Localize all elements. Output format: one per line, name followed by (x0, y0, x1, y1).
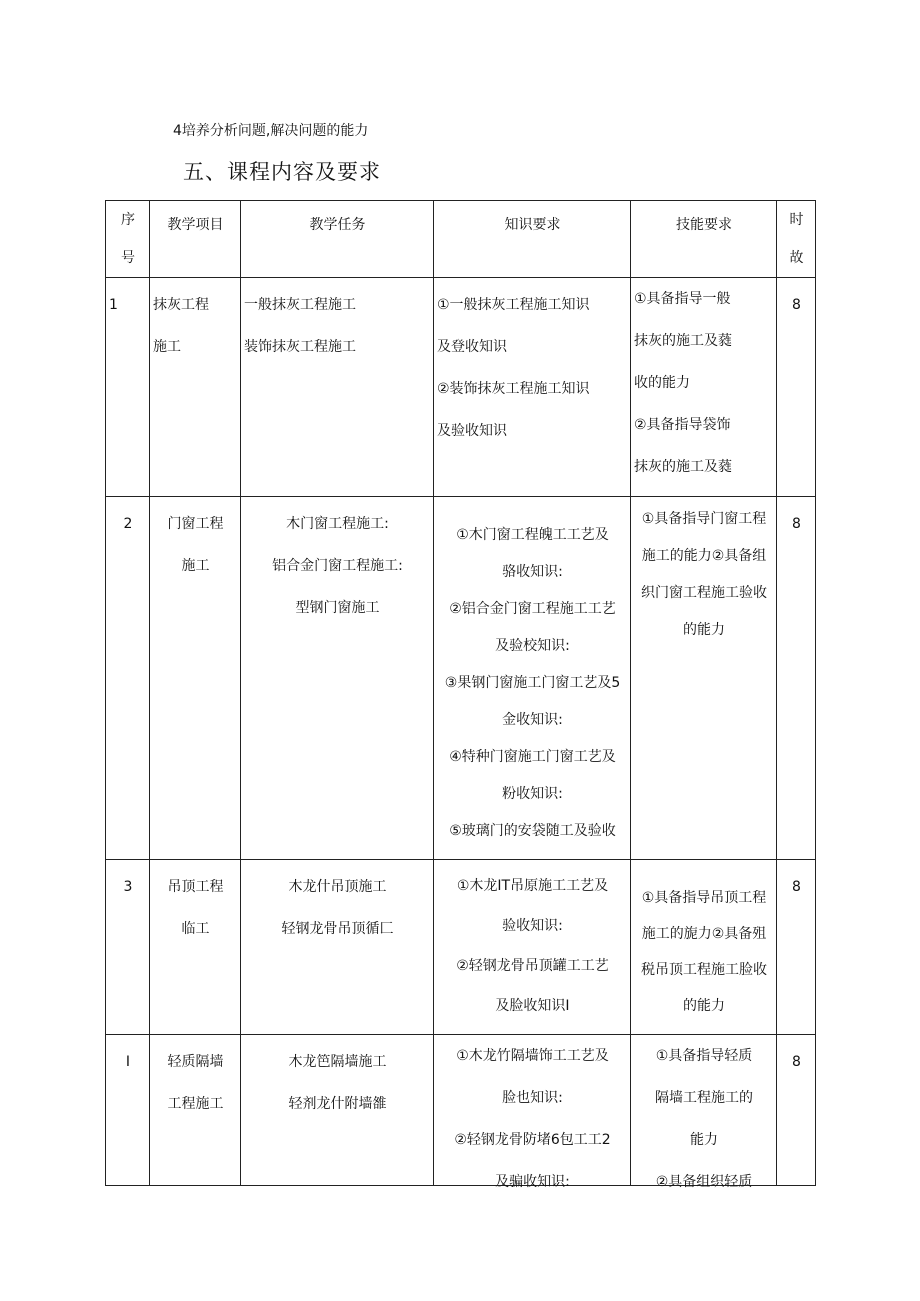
task-line: 装饰抹灰工程施工 (244, 339, 356, 355)
row-hours: 8 (792, 879, 801, 895)
header-project (150, 201, 241, 278)
skill-line: 收的能力 (634, 375, 690, 391)
intro-line: 4培养分析问题,解决问题的能力 (173, 123, 369, 139)
project-line: 抹灰工程 (153, 297, 209, 313)
header-knowledge (434, 201, 631, 278)
skill-line: 抹灰的施工及蕤 (634, 459, 732, 475)
cell-project (150, 497, 241, 860)
project-line: 吊顶工程 (167, 879, 224, 895)
cell-task (241, 860, 434, 1035)
cell-knowledge (434, 860, 631, 1035)
task-line: 轻钢龙骨吊顶循匚 (281, 921, 394, 937)
knowledge-line: 脸也知识: (502, 1090, 563, 1106)
knowledge-line: 及验收知识 (437, 423, 507, 439)
task-line: 铝合金门窗工程施工: (272, 558, 403, 574)
cell-project (150, 1035, 241, 1186)
task-line: 木门窗工程施工: (286, 516, 389, 532)
knowledge-line: 及脸收知识I (495, 998, 570, 1014)
header-hours-line: 故 (789, 250, 804, 266)
knowledge-line: 及登收知识 (437, 339, 507, 355)
skill-line: 隔墙工程施工的 (655, 1090, 753, 1106)
table-row (106, 1035, 816, 1186)
cell-hours (777, 1035, 816, 1186)
skill-line: ①具备指导轻质 (655, 1048, 753, 1064)
cell-task (241, 1035, 434, 1186)
cell-skill (631, 1035, 777, 1190)
knowledge-line: 金收知识: (502, 712, 563, 728)
task-line: 型钢门窗施工 (295, 600, 380, 616)
task-line: 木龙笆隔墙施工 (288, 1054, 387, 1070)
cell-hours (777, 278, 816, 497)
header-skill-label: 技能要求 (676, 217, 732, 233)
cell-skill (631, 497, 777, 860)
cell-no (106, 497, 150, 860)
row-no: 2 (123, 516, 133, 532)
knowledge-line: ②轻钢龙骨防堵6包工工2 (454, 1132, 611, 1148)
knowledge-line: ①一般抹灰工程施工知识 (437, 297, 590, 313)
cell-task (241, 497, 434, 860)
knowledge-line: ①木龙竹隔墙饰工工艺及 (456, 1048, 609, 1064)
table-row (106, 860, 816, 1035)
skill-line: 的能力 (683, 622, 725, 638)
skill-line: ①具备指导门窗工程 (641, 511, 767, 527)
row-hours: 8 (792, 297, 801, 313)
row-hours: 8 (792, 516, 801, 532)
knowledge-line: ①木龙IT吊原施工工艺及 (456, 878, 609, 894)
cell-hours (777, 860, 816, 1035)
skill-line: ②具备组织轻质 (655, 1174, 753, 1190)
header-task (241, 201, 434, 278)
cell-skill (631, 860, 777, 1035)
skill-line: 施工的旎力②具备殂 (641, 926, 767, 942)
table-row (106, 278, 816, 497)
course-content-table (105, 200, 816, 1190)
cell-skill (631, 278, 777, 497)
row-no: 1 (109, 297, 118, 313)
header-hours (777, 201, 816, 278)
skill-line: 税吊顶工程施工脸收 (641, 962, 767, 978)
cell-project (150, 860, 241, 1035)
header-no-line: 号 (121, 250, 135, 266)
header-hours-line: 时 (789, 212, 804, 228)
cell-hours (777, 497, 816, 860)
header-skill (631, 201, 777, 278)
header-row (106, 201, 816, 278)
knowledge-line: 及验校知识: (495, 638, 570, 654)
knowledge-line: ②轻钢龙骨吊顶罐工工艺 (456, 958, 609, 974)
skill-line: ①具备指导一般 (634, 291, 731, 307)
project-line: 临工 (181, 921, 210, 937)
knowledge-line: 及骗收知识: (495, 1174, 570, 1190)
project-line: 施工 (181, 558, 210, 574)
header-project-label: 教学项目 (167, 217, 224, 233)
task-line: 一般抹灰工程施工 (244, 297, 356, 313)
skill-line: 织门窗工程施工验收 (641, 585, 767, 601)
knowledge-line: ④特种门窗施工门窗工艺及 (449, 749, 616, 765)
knowledge-line: ⑤玻璃门的安袋随工及验收 (449, 823, 616, 839)
cell-knowledge (434, 497, 631, 860)
cell-no (106, 278, 150, 497)
knowledge-line: ②装饰抹灰工程施工知识 (437, 381, 590, 397)
skill-line: 施工的能力②具备组 (641, 548, 767, 564)
header-no (106, 201, 150, 278)
task-line: 轻剂龙什附墙雒 (288, 1096, 387, 1112)
skill-line: ①具备指导吊顶工程 (641, 890, 767, 906)
task-line: 木龙什吊顶施工 (288, 879, 387, 895)
skill-line: 能力 (690, 1132, 718, 1148)
row-no: 3 (123, 879, 133, 895)
knowledge-line: 验收知识: (502, 918, 563, 934)
knowledge-line: ①木门窗工程魄工工艺及 (456, 527, 609, 543)
skill-line: ②具备指导袋饰 (634, 417, 731, 433)
table-row (106, 497, 816, 860)
cell-knowledge (434, 278, 631, 497)
cell-task (241, 278, 434, 497)
row-no: I (125, 1054, 131, 1070)
section-heading: 五、课程内容及要求 (183, 160, 381, 184)
header-no-line: 序 (121, 212, 135, 228)
project-line: 施工 (153, 339, 181, 355)
row-hours: 8 (792, 1054, 801, 1070)
project-line: 门窗工程 (167, 516, 224, 532)
knowledge-line: 骆收知识: (502, 564, 563, 580)
header-knowledge-label: 知识要求 (504, 217, 561, 233)
knowledge-line: 粉收知识: (502, 786, 563, 802)
cell-no (106, 1035, 150, 1186)
skill-line: 抹灰的施工及蕤 (634, 333, 732, 349)
project-line: 轻质隔墙 (167, 1054, 224, 1070)
cell-knowledge (434, 1035, 631, 1190)
header-task-label: 教学任务 (309, 217, 366, 233)
skill-line: 的能力 (683, 998, 725, 1014)
knowledge-line: ②铝合金门窗工程施工工艺 (449, 601, 616, 617)
project-line: 工程施工 (167, 1096, 224, 1112)
cell-no (106, 860, 150, 1035)
knowledge-line: ③果钢门窗施工门窗工艺及5 (444, 675, 621, 691)
cell-project (150, 278, 241, 497)
